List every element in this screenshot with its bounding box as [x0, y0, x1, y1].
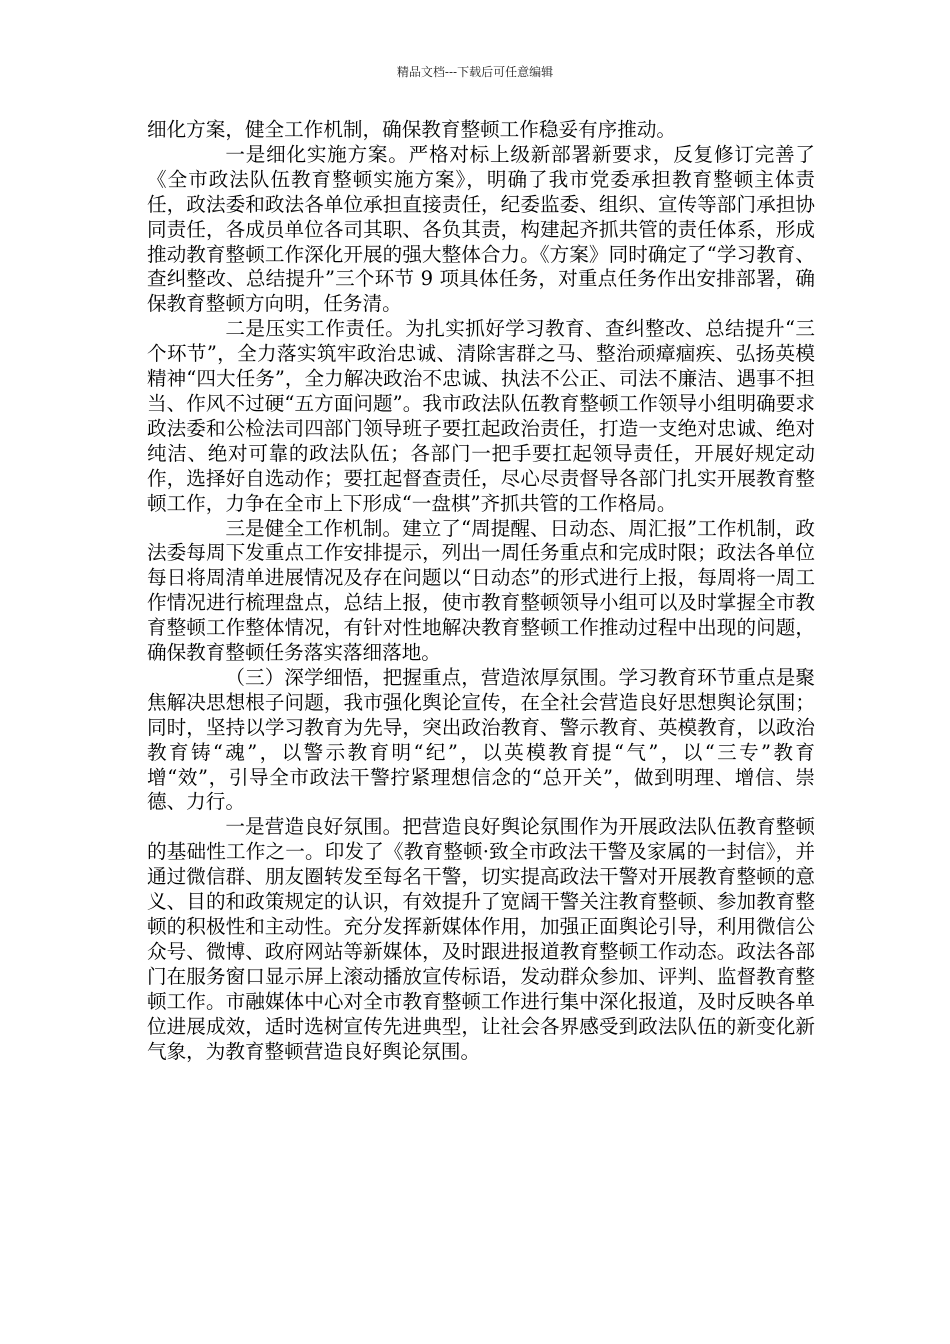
document-body — [147, 118, 815, 1064]
paragraph-create-atmosphere: 一是营造良好氛围。把营造良好舆论氛围作为开展政法队伍教育整顿的基础性工作之一。印发了《教育整顿·致全市政法干警及家属的一封信》，并通过微信群、朋友圈转发至每名干警，切实提高政法干警对开展教育整顿的意义、目的和政策规定的认识，有效提升了宽阔干警关注教育整顿、参加教育整顿的积极性和主动性。充分发挥新媒体作用，加强正面舆论引导，利用微信公众号、微博、政府网站等新媒体，及时跟进报道教育整顿工作动态。政法各部门在服务窗口显示屏上滚动播放宣传标语，发动群众参加、评判、监督教育整顿工作。市融媒体中心对全市教育整顿工作进行集中深化报道，及时反映各单位进展成效，适时选树宣传先进典型，让社会各界感受到政法队伍的新变化新气象，为教育整顿营造良好舆论氛围。 — [147, 815, 815, 1063]
paragraph-refine-plan: 一是细化实施方案。严格对标上级新部署新要求，反复修订完善了《全市政法队伍教育整顿实施方案》，明确了我市党委承担教育整顿主体责任，政法委和政法各单位承担直接责任，纪委监委、组织、宣传等部门承担协同责任，各成员单位各司其职、各负其责，构建起齐抓共管的责任体系，形成推动教育整顿工作深化开展的强大整体合力。《方案》同时确定了“学习教育、查纠整改、总结提升”三个环节 9 项具体任务，对重点任务作出安排部署，确保教育整顿方向明，任务清。 — [147, 142, 815, 316]
paragraph-intro-continuation: 细化方案，健全工作机制，确保教育整顿工作稳妥有序推动。 — [147, 118, 677, 141]
paragraph-work-mechanism: 三是健全工作机制。建立了“周提醒、日动态、周汇报”工作机制，政法委每周下发重点工作安排提示，列出一周任务重点和完成时限；政法各单位每日将周清单进展情况及存在问题以“日动态”的形式进行上报，每周将一周工作情况进行梳理盘点，总结上报，使市教育整顿领导小组可以及时掌握全市教育整顿工作整体情况，有针对性地解决教育整顿工作推动过程中出现的问题，确保教育整顿任务落实落细落地。 — [147, 516, 815, 665]
paragraph-compact-responsibility: 二是压实工作责任。为扎实抓好学习教育、查纠整改、总结提升“三个环节”，全力落实筑牢政治忠诚、清除害群之马、整治顽瘴痼疾、弘扬英模精神“四大任务”，全力解决政治不忠诚、执法不公正、司法不廉洁、遇事不担当、作风不过硬“五方面问题”。我市政法队伍教育整顿工作领导小组明确要求政法委和公检法司四部门领导班子要扛起政治责任，打造一支绝对忠诚、绝对纯洁、绝对可靠的政法队伍；各部门一把手要扛起领导责任，开展好规定动作，选择好自选动作；要扛起督查责任，尽心尽责督导各部门扎实开展教育整顿工作，力争在全市上下形成“一盘棋”齐抓共管的工作格局。 — [147, 317, 815, 515]
paragraph-section-three-heading: （三）深学细悟，把握重点，营造浓厚氛围。学习教育环节重点是聚焦解决思想根子问题，我市强化舆论宣传，在全社会营造良好思想舆论氛围；同时，坚持以学习教育为先导，突出政治教育、警示教育、英模教育，以政治教育铸“魂”，以警示教育明“纪”，以英模教育提“气”，以“三专”教育增“效”，引导全市政法干警拧紧理想信念的“总开关”，做到明理、增信、崇德、力行。 — [147, 665, 815, 814]
page-header: 精品文档---下载后可任意编辑 — [396, 65, 554, 79]
